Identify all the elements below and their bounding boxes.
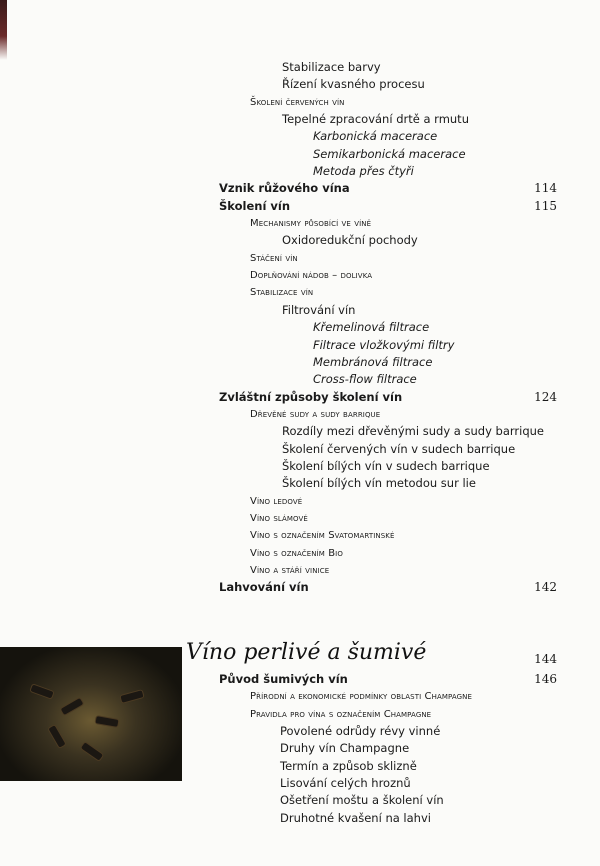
toc-entry[interactable] <box>0 163 600 180</box>
toc-entry-title: Školení červených vín v sudech barrique <box>282 441 516 456</box>
toc-entry-title: Tepelné zpracování drtě a rmutu <box>282 112 469 127</box>
toc-entry[interactable] <box>0 562 600 579</box>
toc-entry-title: Povolené odrůdy révy vinné <box>280 724 441 739</box>
toc-entry[interactable] <box>0 389 600 406</box>
toc-entry[interactable] <box>0 723 600 740</box>
toc-entry[interactable] <box>0 792 600 809</box>
toc-entry[interactable] <box>0 284 600 301</box>
toc-entry[interactable] <box>0 775 600 792</box>
toc-entry-title: Stabilizace barvy <box>282 60 381 74</box>
toc-entry[interactable] <box>0 111 600 128</box>
toc-entry[interactable] <box>0 441 600 458</box>
toc-entry-title: Školení vín <box>219 198 291 213</box>
toc-entry-title: Semikarbonická macerace <box>313 146 466 161</box>
toc-entry-title: Víno a stáří vinice <box>250 564 330 576</box>
toc-entry[interactable] <box>0 671 600 688</box>
toc-entry[interactable] <box>0 232 600 249</box>
toc-page-number: 124 <box>534 389 557 404</box>
toc-entry-title: Stáčení vín <box>250 252 298 264</box>
toc-entry[interactable] <box>0 250 600 267</box>
toc-entry[interactable] <box>0 458 600 475</box>
toc-entry-title: Stabilizace vín <box>250 287 314 299</box>
toc-entry-title: Křemelinová filtrace <box>313 320 430 335</box>
toc-entry[interactable] <box>0 76 600 93</box>
toc-entry-title: Řízení kvasného procesu <box>282 77 425 92</box>
toc-entry[interactable] <box>0 579 600 596</box>
toc-entry-title: Doplňování nádob – dolivka <box>250 270 373 282</box>
toc-entry-title: Víno s označením Svatomartinské <box>250 530 395 542</box>
toc-entry[interactable] <box>0 688 600 705</box>
toc-entry-title: Mechanismy působící ve víně <box>250 218 372 230</box>
toc-entry-title: Filtrace vložkovými filtry <box>313 337 455 352</box>
toc-entry-title: Vznik růžového vína <box>219 181 350 196</box>
toc-entry[interactable] <box>0 371 600 388</box>
toc-entry[interactable] <box>0 337 600 354</box>
toc-section-1 <box>0 59 600 597</box>
toc-entry[interactable] <box>0 198 600 215</box>
toc-entry[interactable] <box>0 810 600 827</box>
toc-entry[interactable] <box>0 354 600 371</box>
toc-entry-title: Školení červených vín <box>250 96 345 108</box>
toc-entry[interactable] <box>0 493 600 510</box>
chapter-page-number: 144 <box>534 652 557 666</box>
toc-entry-title: Rozdíly mezi dřevěnými sudy a sudy barrique <box>282 424 544 439</box>
toc-entry-title: Termín a způsob sklizně <box>280 758 417 773</box>
toc-entry-title: Druhotné kvašení na lahvi <box>280 810 431 825</box>
toc-entry[interactable] <box>0 128 600 145</box>
toc-entry[interactable] <box>0 406 600 423</box>
toc-page-number: 146 <box>534 672 557 686</box>
toc-entry-title: Cross-flow filtrace <box>313 372 417 387</box>
toc-entry-title: Víno slámové <box>250 512 308 524</box>
toc-entry-title: Oxidoredukční pochody <box>282 233 418 248</box>
toc-entry[interactable] <box>0 758 600 775</box>
toc-entry-title: Přírodní a ekonomické podmínky oblasti Champagne <box>250 691 473 703</box>
toc-page-number: 115 <box>534 198 557 213</box>
toc-entry[interactable] <box>0 59 600 76</box>
toc-entry-title: Metoda přes čtyři <box>313 164 414 179</box>
toc-entry-title: Zvláštní způsoby školení vín <box>219 389 403 404</box>
toc-entry-title: Filtrování vín <box>282 302 356 317</box>
toc-entry[interactable] <box>0 94 600 111</box>
chapter-title[interactable]: Víno perlivé a šumivé <box>186 640 427 665</box>
toc-entry-title: Ošetření moštu a školení vín <box>280 793 444 808</box>
toc-entry-title: Karbonická macerace <box>313 129 438 144</box>
toc-entry-title: Školení bílých vín metodou sur lie <box>282 476 476 491</box>
toc-entry-title: Víno ledové <box>250 495 303 507</box>
toc-entry[interactable] <box>0 527 600 544</box>
toc-entry[interactable] <box>0 215 600 232</box>
toc-entry-title: Pravidla pro vína s označením Champagne <box>250 708 432 720</box>
toc-entry-title: Druhy vín Champagne <box>280 741 410 756</box>
toc-entry-title: Lisování celých hroznů <box>280 776 411 791</box>
toc-entry[interactable] <box>0 302 600 319</box>
toc-entry[interactable] <box>0 423 600 440</box>
toc-entry[interactable] <box>0 706 600 723</box>
toc-section-2 <box>0 671 600 827</box>
toc-entry-title: Původ šumivých vín <box>219 672 348 686</box>
toc-entry-title: Lahvování vín <box>219 580 309 595</box>
toc-entry[interactable] <box>0 146 600 163</box>
toc-page-number: 114 <box>534 181 557 196</box>
toc-entry[interactable] <box>0 510 600 527</box>
toc-entry[interactable] <box>0 319 600 336</box>
toc-entry[interactable] <box>0 740 600 757</box>
toc-page-number: 142 <box>534 580 557 595</box>
page-edge <box>0 0 7 60</box>
toc-entry[interactable] <box>0 545 600 562</box>
toc-entry[interactable] <box>0 180 600 197</box>
toc-entry[interactable] <box>0 475 600 492</box>
toc-entry[interactable] <box>0 267 600 284</box>
toc-entry-title: Víno s označením Bio <box>250 547 343 559</box>
toc-entry-title: Membránová filtrace <box>313 354 433 369</box>
toc-entry-title: Školení bílých vín v sudech barrique <box>282 458 490 473</box>
toc-entry-title: Dřevěné sudy a sudy barrique <box>250 408 381 420</box>
